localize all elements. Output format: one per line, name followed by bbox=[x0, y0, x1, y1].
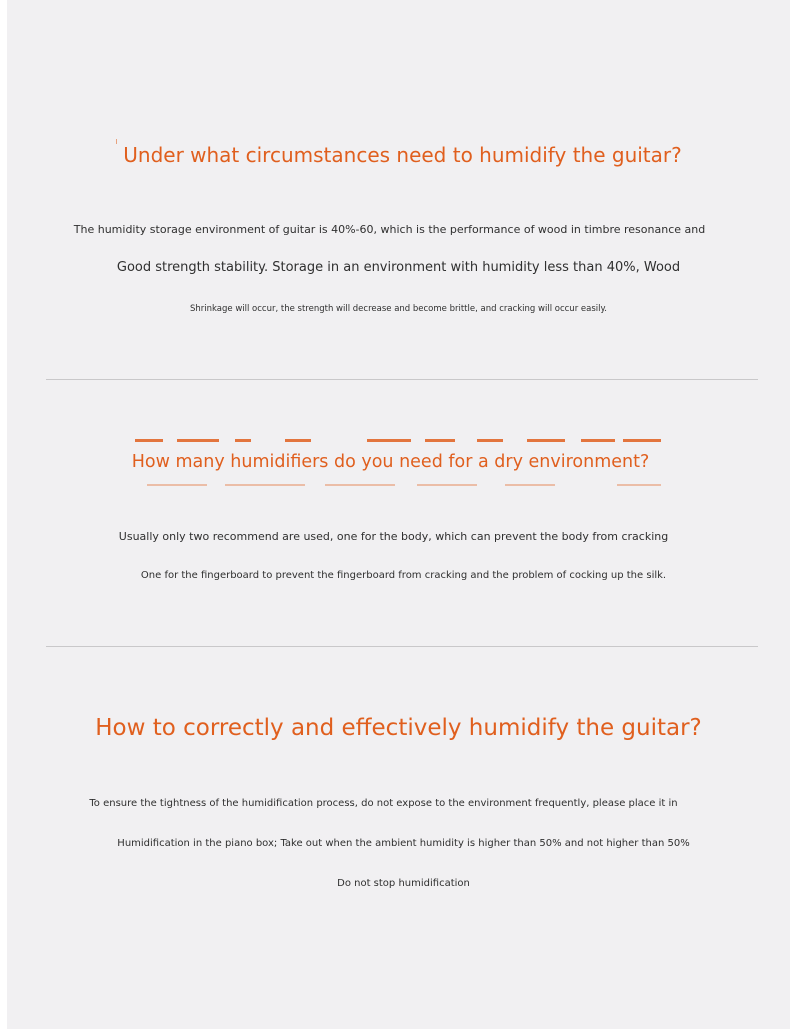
section-paragraph-line: Shrinkage will occur, the strength will decrease and become brittle, and cracking will occur easily. bbox=[189, 304, 607, 314]
section-heading: How many humidifiers do you need for a dry environment? bbox=[131, 452, 650, 472]
section-divider bbox=[46, 646, 758, 647]
section-heading: How to correctly and effectively humidify the guitar? bbox=[95, 715, 702, 741]
section-paragraph-line: To ensure the tightness of the humidification process, do not expose to the environment frequently, please place it in bbox=[89, 798, 678, 809]
section-divider bbox=[46, 379, 758, 380]
section-paragraph-line: One for the fingerboard to prevent the fingerboard from cracking and the problem of cocking up the silk. bbox=[140, 570, 667, 581]
section-paragraph-line: Humidification in the piano box; Take out when the ambient humidity is higher than 50% and not higher than 50% bbox=[117, 838, 690, 849]
page bbox=[7, 0, 790, 1029]
section-paragraph-line: Usually only two recommend are used, one for the body, which can prevent the body from cracking bbox=[118, 530, 669, 543]
section-paragraph-line: Good strength stability. Storage in an environment with humidity less than 40%, Wood bbox=[116, 260, 681, 275]
section-heading: Under what circumstances need to humidify the guitar? bbox=[123, 143, 682, 167]
section-paragraph-line: Do not stop humidification bbox=[337, 878, 470, 889]
section-paragraph-line: The humidity storage environment of guitar is 40%-60, which is the performance of wood in timbre resonance and bbox=[73, 223, 706, 236]
